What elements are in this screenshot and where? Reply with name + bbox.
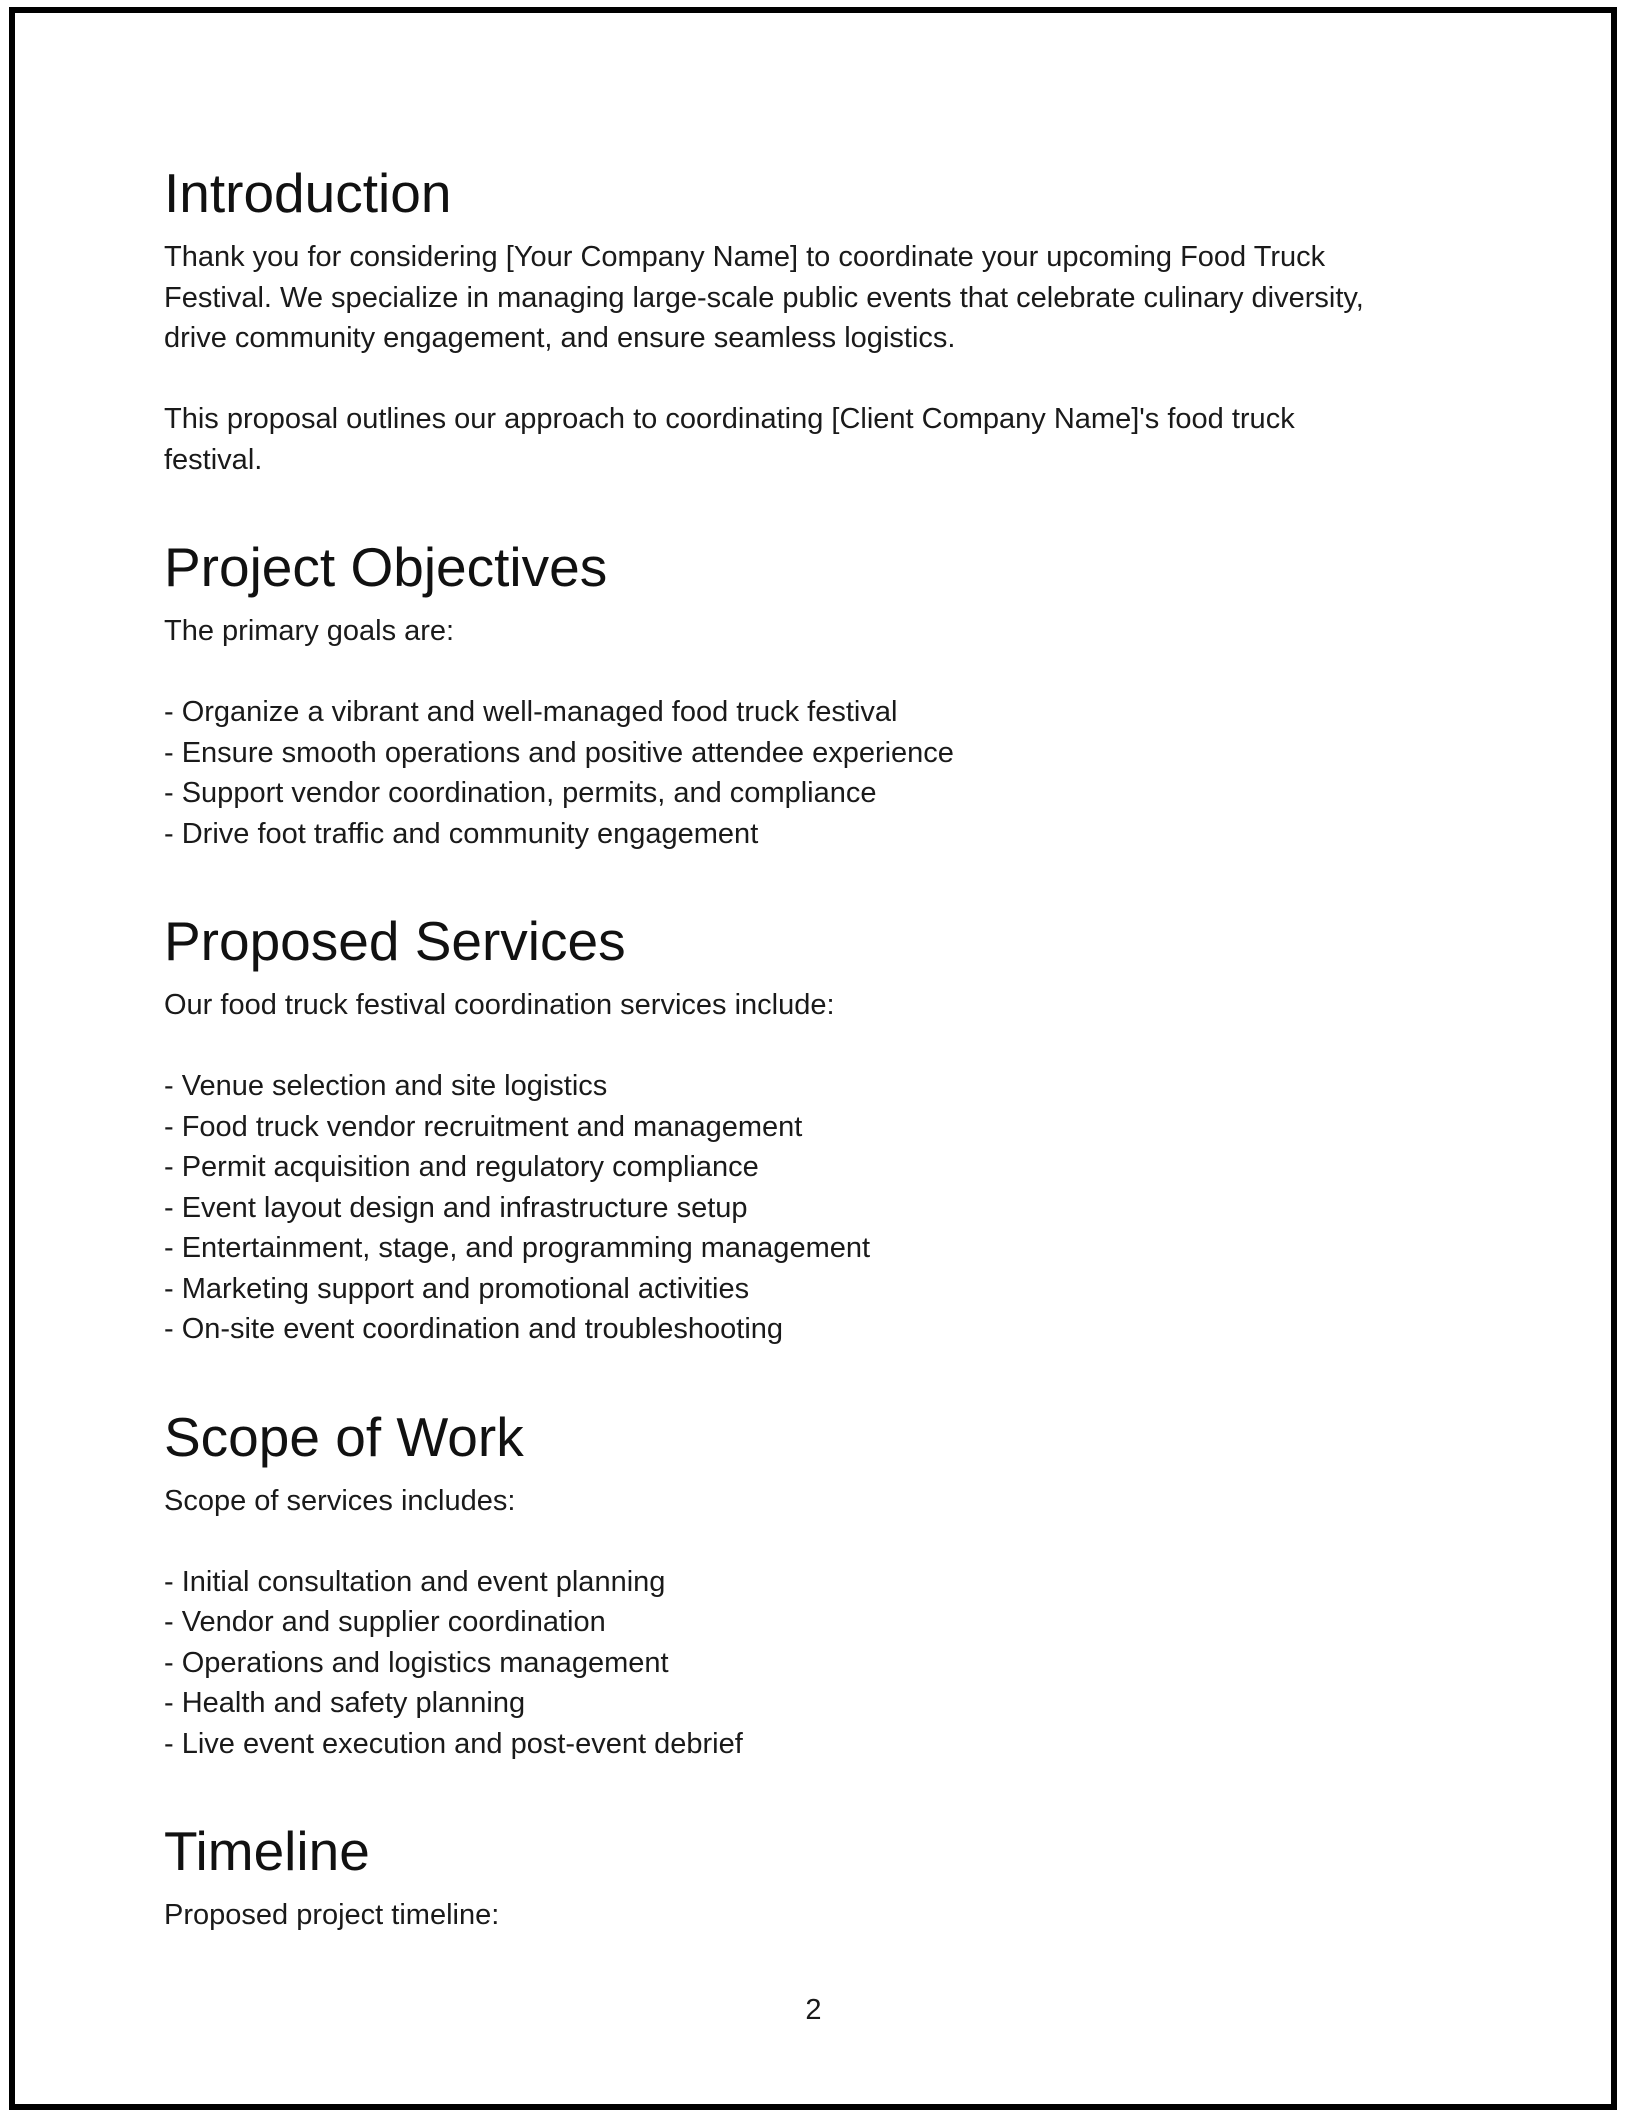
list-item: - Operations and logistics management: [164, 1646, 669, 1679]
list-item: - Live event execution and post-event debrief: [164, 1727, 743, 1760]
heading-scope-of-work: Scope of Work: [164, 1405, 524, 1468]
list-item: - Entertainment, stage, and programming management: [164, 1232, 871, 1264]
list-item: - Ensure smooth operations and positive attendee experience: [164, 736, 954, 769]
heading-proposed-services: Proposed Services: [164, 910, 626, 972]
scope-lead: Scope of services includes:: [164, 1484, 516, 1517]
list-item: - Initial consultation and event planning: [164, 1565, 666, 1598]
objectives-list: [164, 692, 1464, 854]
list-item: - On-site event coordination and troubleshooting: [164, 1313, 784, 1345]
scope-list: [164, 1562, 1464, 1765]
list-item: - Event layout design and infrastructure setup: [164, 1191, 748, 1224]
list-item: - Organize a vibrant and well-managed food truck festival: [164, 696, 898, 728]
list-item: - Drive foot traffic and community engagement: [164, 817, 759, 850]
page-number: 2: [805, 1994, 822, 2026]
list-item: - Health and safety planning: [164, 1687, 526, 1719]
document-body: [164, 158, 1464, 1936]
heading-introduction: Introduction: [164, 162, 452, 224]
intro-paragraph-1: Thank you for considering [Your Company Name] to coordinate your upcoming Food Truck Festival. We specialize in managing large-scale public events that celebrate culinary diversity, drive community engagement, and ensure seamless logistics.: [164, 241, 1364, 354]
list-item: - Marketing support and promotional activities: [164, 1272, 750, 1305]
list-item: - Permit acquisition and regulatory compliance: [164, 1151, 759, 1183]
timeline-lead: Proposed project timeline:: [164, 1899, 500, 1931]
intro-paragraph-2: This proposal outlines our approach to coordinating [Client Company Name]'s food truck festival.: [164, 403, 1295, 476]
list-item: - Food truck vendor recruitment and management: [164, 1110, 803, 1143]
list-item: - Venue selection and site logistics: [164, 1070, 608, 1102]
services-lead: Our food truck festival coordination services include:: [164, 989, 835, 1021]
services-list: [164, 1066, 1464, 1350]
heading-project-objectives: Project Objectives: [164, 536, 608, 598]
heading-timeline: Timeline: [164, 1820, 370, 1882]
list-item: - Vendor and supplier coordination: [164, 1606, 606, 1638]
objectives-lead: The primary goals are:: [164, 615, 455, 647]
list-item: - Support vendor coordination, permits, and compliance: [164, 777, 877, 809]
